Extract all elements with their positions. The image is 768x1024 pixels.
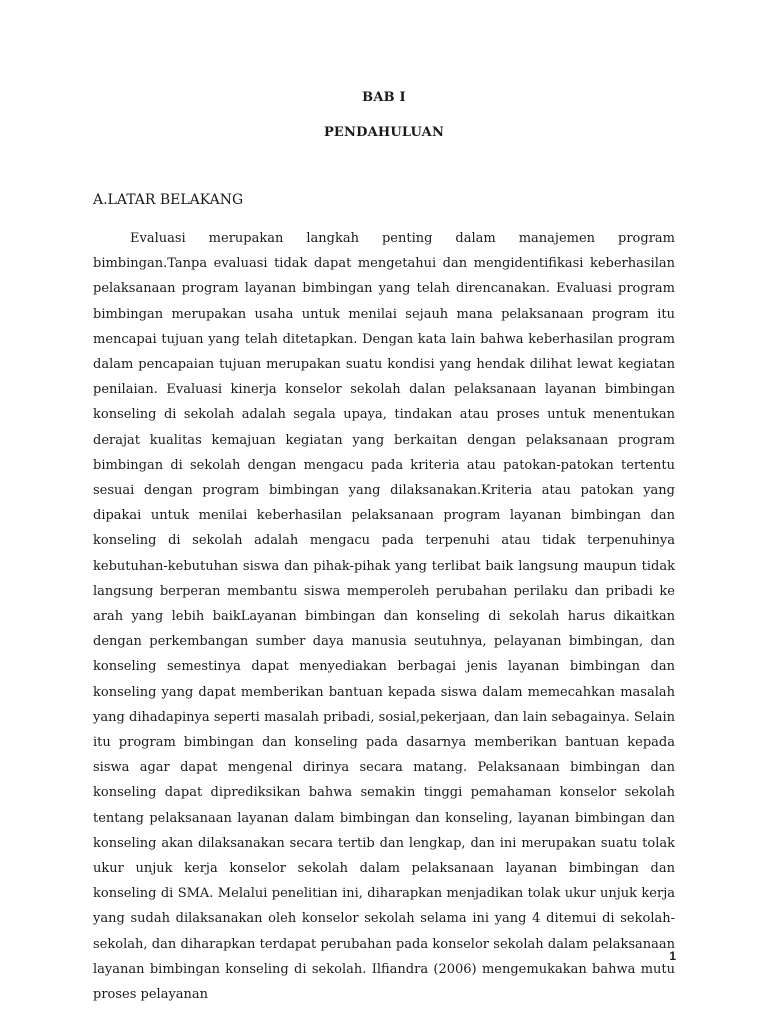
- chapter-title: PENDAHULUAN: [323, 125, 445, 140]
- chapter-number: BAB I: [362, 90, 406, 105]
- section-heading: A.LATAR BELAKANG: [93, 192, 244, 208]
- page-number: 1: [669, 949, 676, 963]
- body-paragraph: Evaluasi merupakan langkah penting dalam manajemen program bimbingan.Tanpa evaluasi tidak dapat mengetahui dan mengidentifikasi keberhasilan pelaksanaan program layanan bimbingan yang telah direncanakan. Evaluasi program bimbingan merupakan usaha untuk menilai sejauh mana pelaksanaan program itu mencapai tujuan yang telah ditetapkan. Dengan kata lain bahwa keberhasilan program dalam pencapaian tujuan merupakan suatu kondisi yang hendak dilihat lewat kegiatan penilaian. Evaluasi kinerja konselor sekolah dalan pelaksanaan layanan bimbingan konseling di sekolah adalah segala upaya, tindakan atau proses untuk menentukan derajat kualitas kemajuan kegiatan yang berkaitan dengan pelaksanaan program bimbingan di sekolah dengan mengacu pada kriteria atau patokan-patokan tertentu sesuai dengan program bimbingan yang dilaksanakan.Kriteria atau patokan yang dipakai untuk menilai keberhasilan pelaksanaan program layanan bimbingan dan konseling di sekolah adalah mengacu pada terpenuhi atau tidak terpenuhinya kebutuhan-kebutuhan siswa dan pihak-pihak yang terlibat baik langsung maupun tidak langsung berperan membantu siswa memperoleh perubahan perilaku dan pribadi ke arah yang lebih baikLayanan bimbingan dan konseling di sekolah harus dikaitkan dengan perkembangan sumber daya manusia seutuhnya, pelayanan bimbingan, dan konseling semestinya dapat menyediakan berbagai jenis layanan bimbingan dan konseling yang dapat memberikan bantuan kepada siswa dalam memecahkan masalah yang dihadapinya seperti masalah pribadi, sosial,pekerjaan, dan lain sebagainya. Selain itu program bimbingan dan konseling pada dasarnya memberikan bantuan kepada siswa agar dapat mengenal dirinya secara matang. Pelaksanaan bimbingan dan konseling dapat diprediksikan bahwa semakin tinggi pemahaman konselor sekolah tentang pelaksanaan layanan dalam bimbingan dan konseling, layanan bimbingan dan konseling akan dilaksanakan secara tertib dan lengkap, dan ini merupakan suatu tolak ukur unjuk kerja konselor sekolah dalam pelaksanaan layanan bimbingan dan konseling di SMA. Melalui penelitian ini, diharapkan menjadikan tolak ukur unjuk kerja yang sudah dilaksanakan oleh konselor sekolah selama ini yang 4 ditemui di sekolah-sekolah, dan diharapkan terdapat perubahan pada konselor sekolah dalam pelaksanaan layanan bimbingan konseling di sekolah. Ilfiandra (2006) mengemukakan bahwa mutu proses pelayanan: [93, 231, 675, 1003]
